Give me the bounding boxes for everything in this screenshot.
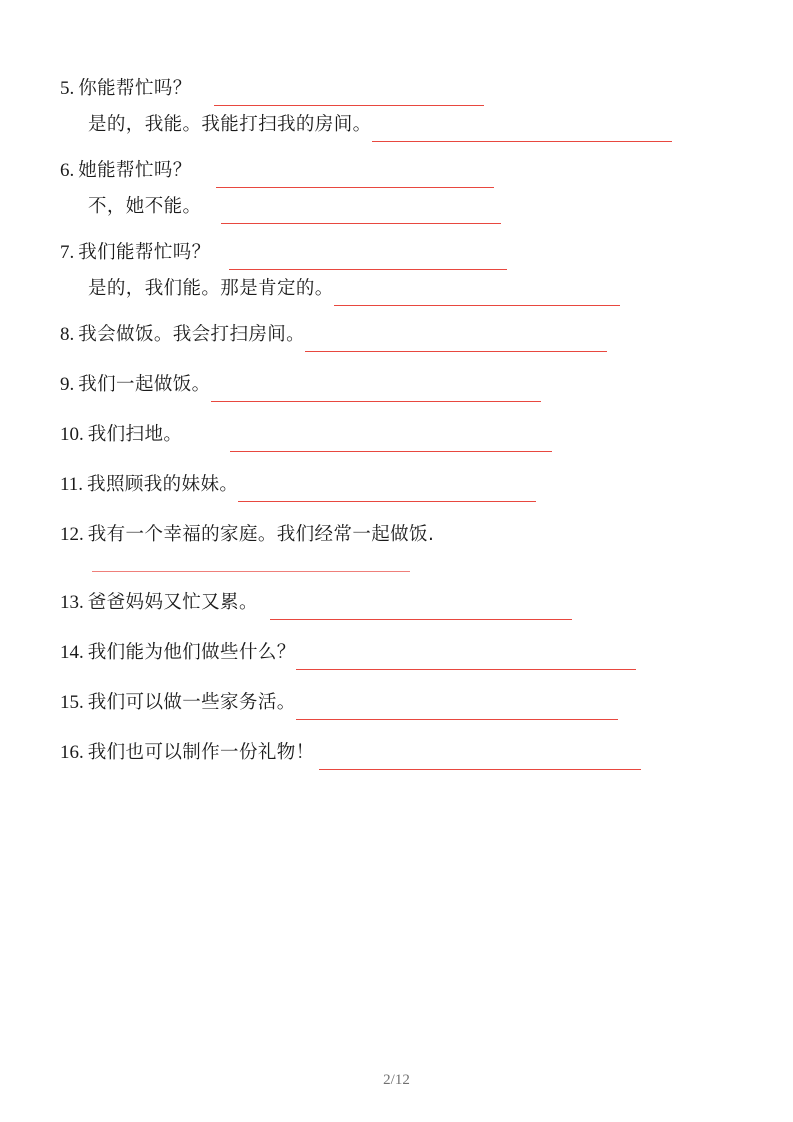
exercise-item	[60, 154, 740, 224]
question-text: 爸爸妈妈又忙又累。	[87, 592, 258, 613]
question-text: 我们可以做一些家务活。	[87, 692, 296, 713]
question-line	[60, 468, 740, 502]
question-line	[60, 72, 740, 106]
question-text: 我们能帮忙吗？	[78, 242, 211, 263]
question-text: 你能帮忙吗？	[78, 78, 192, 99]
question-line	[60, 154, 740, 188]
item-number: 5.	[60, 78, 75, 99]
spacer	[60, 456, 740, 468]
answer-blank[interactable]	[221, 195, 501, 224]
exercise-item	[60, 686, 740, 720]
question-line	[60, 318, 740, 352]
answer-blank[interactable]	[216, 159, 494, 188]
exercise-item	[60, 586, 740, 620]
question-line	[60, 236, 740, 270]
answer-blank[interactable]	[296, 641, 636, 670]
answer-blank[interactable]	[305, 323, 607, 352]
spacer	[60, 674, 740, 686]
answer-blank[interactable]	[319, 741, 641, 770]
answer-blank[interactable]	[334, 277, 620, 306]
exercise-item	[60, 418, 740, 452]
answer-blank[interactable]	[214, 77, 484, 106]
exercise-item	[60, 636, 740, 670]
item-number: 13.	[60, 592, 84, 613]
answer-text: 不，她不能。	[88, 196, 202, 217]
answer-text: 是的，我能。我能打扫我的房间。	[88, 114, 372, 135]
question-line	[60, 636, 740, 670]
item-number: 10.	[60, 424, 84, 445]
question-line	[60, 518, 740, 552]
question-text: 我会做饭。我会打扫房间。	[78, 324, 306, 345]
item-number: 8.	[60, 324, 75, 345]
spacer	[60, 356, 740, 368]
exercise-list	[60, 72, 740, 774]
spacer	[60, 310, 740, 318]
spacer	[60, 228, 740, 236]
answer-line	[60, 190, 740, 224]
exercise-item	[60, 736, 740, 770]
exercise-item	[60, 236, 740, 306]
answer-blank[interactable]	[211, 373, 541, 402]
spacer	[60, 506, 740, 518]
exercise-item	[60, 368, 740, 402]
question-text: 我有一个幸福的家庭。我们经常一起做饭.	[87, 524, 435, 545]
question-text: 我们能为他们做些什么？	[87, 642, 296, 663]
item-number: 6.	[60, 160, 75, 181]
answer-blank[interactable]	[372, 113, 672, 142]
answer-text: 是的，我们能。那是肯定的。	[88, 278, 334, 299]
question-text: 我们一起做饭。	[78, 374, 211, 395]
spacer	[60, 724, 740, 736]
item-number: 16.	[60, 742, 84, 763]
answer-line	[60, 272, 740, 306]
item-number: 14.	[60, 642, 84, 663]
answer-blank[interactable]	[238, 473, 536, 502]
exercise-item	[60, 468, 740, 502]
item-number: 12.	[60, 524, 84, 545]
spacer	[60, 406, 740, 418]
answer-blank[interactable]	[229, 241, 507, 270]
spacer	[60, 146, 740, 154]
item-number: 7.	[60, 242, 75, 263]
answer-blank[interactable]	[92, 570, 410, 572]
question-line	[60, 368, 740, 402]
item-number: 11.	[60, 474, 84, 495]
page-number: 2/12	[383, 1072, 410, 1088]
spacer	[60, 624, 740, 636]
question-text: 我们扫地。	[87, 424, 183, 445]
question-text: 我照顾我的妹妹。	[87, 474, 239, 495]
answer-blank[interactable]	[230, 423, 552, 452]
item-number: 15.	[60, 692, 84, 713]
answer-blank[interactable]	[296, 691, 618, 720]
exercise-item	[60, 318, 740, 352]
exercise-item	[60, 72, 740, 142]
answer-line	[60, 108, 740, 142]
question-line	[60, 586, 740, 620]
question-line	[60, 686, 740, 720]
answer-blank[interactable]	[270, 591, 572, 620]
item-number: 9.	[60, 374, 75, 395]
question-line	[60, 418, 740, 452]
question-text: 我们也可以制作一份礼物！	[87, 742, 315, 763]
exercise-item	[60, 518, 740, 572]
question-text: 她能帮忙吗？	[78, 160, 192, 181]
question-line	[60, 736, 740, 770]
